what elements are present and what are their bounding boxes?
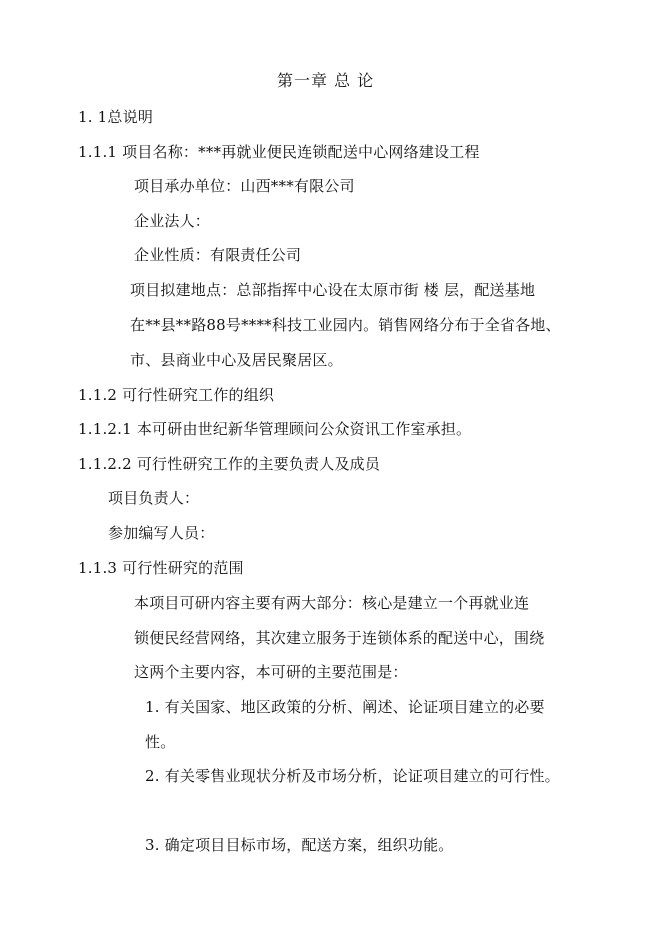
chapter-title: 第一章 总 论: [277, 71, 375, 90]
undertaking-unit-line: 项目承办单位：山西***有限公司: [134, 177, 355, 195]
section-1-1-2-2: 1.1.2.2 可行性研究工作的主要负责人及成员: [78, 455, 381, 473]
scope-item-3: 3. 确定项目目标市场，配送方案，组织功能。: [145, 836, 454, 854]
scope-line-3: 这两个主要内容，本可研的主要范围是：: [134, 663, 408, 681]
scope-line-1: 本项目可研内容主要有两大部分：核心是建立一个再就业连: [134, 594, 530, 612]
scope-item-2: 2. 有关零售业现状分析及市场分析，论证项目建立的可行性。: [145, 767, 560, 785]
project-leader-line: 项目负责人：: [108, 489, 200, 507]
scope-line-2: 锁便民经营网络，其次建立服务于连锁体系的配送中心，围绕: [134, 629, 545, 647]
participants-line: 参加编写人员：: [108, 524, 215, 542]
section-1-1-1-project-name: 1.1.1 项目名称：***再就业便民连锁配送中心网络建设工程: [78, 143, 480, 161]
legal-person-line: 企业法人：: [134, 212, 211, 230]
scope-item-1-line-2: 性。: [145, 733, 176, 751]
section-1-1-heading: 1. 1总说明: [78, 108, 154, 126]
section-1-1-3-heading: 1.1.3 可行性研究的范围: [78, 559, 244, 577]
section-1-1-2-heading: 1.1.2 可行性研究工作的组织: [78, 386, 275, 404]
section-1-1-2-1: 1.1.2.1 本可研由世纪新华管理顾问公众资讯工作室承担。: [78, 420, 472, 438]
scope-item-1-line-1: 1. 有关国家、地区政策的分析、阐述、论证项目建立的必要: [145, 698, 545, 716]
enterprise-nature-line: 企业性质：有限责任公司: [134, 246, 302, 264]
project-site-line-1: 项目拟建地点：总部指挥中心设在太原市街 楼 层，配送基地: [130, 281, 536, 299]
project-site-line-3: 市、县商业中心及居民聚居区。: [130, 351, 343, 369]
project-site-line-2: 在**县**路88号****科技工业园内。销售网络分布于全省各地、: [130, 316, 561, 334]
